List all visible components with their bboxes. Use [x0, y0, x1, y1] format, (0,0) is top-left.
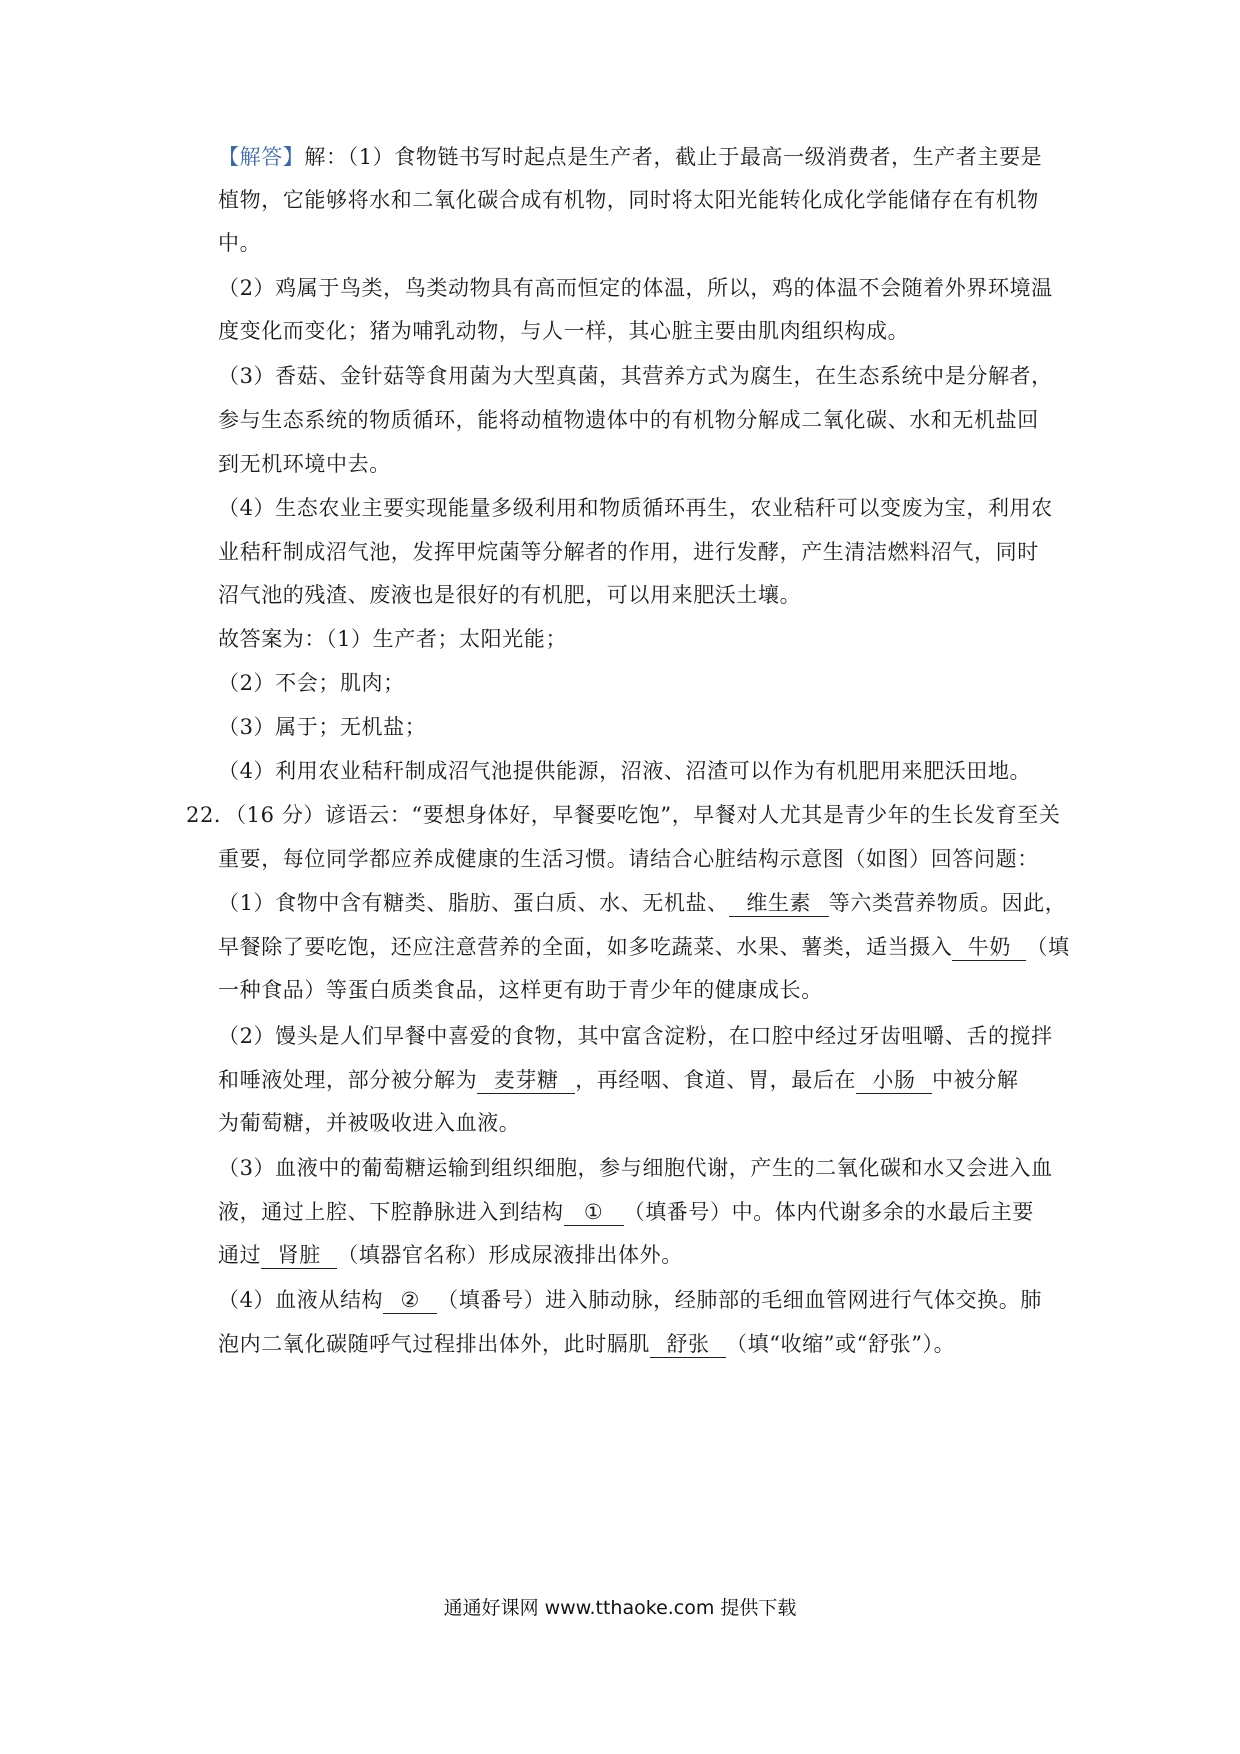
text-segment: 和唾液处理，部分被分解为 [218, 1068, 478, 1092]
answer-blank-nutrient: 维生素 [729, 890, 829, 917]
question-22-part-2-line-1: （2）馒头是人们早餐中喜爱的食物，其中富含淀粉，在口腔中经过牙齿咀嚼、舌的搅拌 [218, 1024, 1053, 1048]
question-22-part-3-line-2 [218, 1197, 1034, 1227]
text-segment: 中被分解 [932, 1068, 1019, 1092]
answer-paragraph-3-line-2: 参与生态系统的物质循环，能将动植物遗体中的有机物分解成二氧化碳、水和无机盐回 [218, 408, 1039, 432]
text-segment: ，再经咽、食道、胃，最后在 [575, 1068, 857, 1092]
answer-paragraph-1-line-1 [218, 142, 1042, 172]
answer-text: 解：（1）食物链书写时起点是生产者，截止于最高一级消费者，生产者主要是 [304, 145, 1043, 169]
answer-blank-food: 牛奶 [952, 934, 1026, 961]
question-22-part-1-line-3: 一种食品）等蛋白质类食品，这样更有助于青少年的健康成长。 [218, 978, 823, 1002]
answer-paragraph-3-line-1: （3）香菇、金针菇等食用菌为大型真菌，其营养方式为腐生，在生态系统中是分解者， [218, 364, 1053, 388]
final-answer-line-3: （3）属于；无机盐； [218, 715, 427, 739]
text-segment: 液，通过上腔、下腔静脉进入到结构 [218, 1200, 564, 1224]
answer-blank-structure-1: ① [564, 1199, 624, 1226]
final-answer-line-1: 故答案为：（1）生产者；太阳光能； [218, 627, 568, 651]
final-answer-line-2: （2）不会；肌肉； [218, 671, 405, 695]
answer-paragraph-4-line-2: 业秸秆制成沼气池，发挥甲烷菌等分解者的作用，进行发酵，产生清洁燃料沼气，同时 [218, 540, 1039, 564]
page-footer: 通通好课网 www.tthaoke.com 提供下载 [443, 1597, 797, 1619]
answer-paragraph-4-line-1: （4）生态农业主要实现能量多级利用和物质循环再生，农业秸秆可以变废为宝，利用农 [218, 496, 1053, 520]
text-segment: 早餐除了要吃饱，还应注意营养的全面，如多吃蔬菜、水果、薯类，适当摄入 [218, 935, 953, 959]
text-segment: （填器官名称）形成尿液排出体外。 [337, 1243, 683, 1267]
question-22-part-2-line-2 [218, 1065, 1018, 1095]
text-segment: 通过 [218, 1243, 262, 1267]
answer-paragraph-1-line-2: 植物，它能够将水和二氧化碳合成有机物，同时将太阳光能转化成化学能储存在有机物 [218, 188, 1039, 212]
text-segment: （4）血液从结构 [218, 1288, 384, 1312]
answer-tag: 【解答】 [218, 145, 305, 169]
question-22-part-4-line-1 [218, 1285, 1042, 1315]
question-22-part-2-line-3: 为葡萄糖，并被吸收进入血液。 [218, 1111, 521, 1135]
answer-paragraph-2-line-2: 度变化而变化；猪为哺乳动物，与人一样，其心脏主要由肌肉组织构成。 [218, 319, 910, 343]
text-segment: （填番号）中。体内代谢多余的水最后主要 [623, 1200, 1035, 1224]
answer-blank-kidney: 肾脏 [261, 1242, 337, 1269]
text-segment: 泡内二氧化碳随呼气过程排出体外，此时膈肌 [218, 1332, 650, 1356]
text-segment: （填番号）进入肺动脉，经肺部的毛细血管网进行气体交换。肺 [437, 1288, 1042, 1312]
question-22-part-4-line-2 [218, 1329, 955, 1359]
answer-paragraph-3-line-3: 到无机环境中去。 [218, 452, 391, 476]
text-segment: （1）食物中含有糖类、脂肪、蛋白质、水、无机盐、 [218, 891, 729, 915]
answer-paragraph-1-line-3: 中。 [218, 231, 262, 255]
answer-blank-maltose: 麦芽糖 [477, 1067, 575, 1094]
question-22-stem-line-2: 重要，每位同学都应养成健康的生活习惯。请结合心脏结构示意图（如图）回答问题： [218, 847, 1039, 871]
question-22-part-1-line-2 [218, 932, 1070, 962]
answer-blank-small-intestine: 小肠 [856, 1067, 932, 1094]
final-answer-line-4: （4）利用农业秸秆制成沼气池提供能源，沼液、沼渣可以作为有机肥用来肥沃田地。 [218, 759, 1032, 783]
text-segment: （填 [1026, 935, 1070, 959]
question-22-part-3-line-3 [218, 1240, 683, 1270]
answer-blank-diaphragm: 舒张 [650, 1331, 726, 1358]
text-segment: （填“收缩”或“舒张”）。 [726, 1332, 956, 1356]
answer-paragraph-2-line-1: （2）鸡属于鸟类，鸟类动物具有高而恒定的体温，所以，鸡的体温不会随着外界环境温 [218, 276, 1053, 300]
answer-blank-structure-2: ② [383, 1287, 437, 1314]
text-segment: 等六类营养物质。因此， [828, 891, 1067, 915]
question-22-stem-line-1: 22．（16 分）谚语云：“要想身体好，早餐要吃饱”，早餐对人尤其是青少年的生长发育至关 [186, 803, 1061, 827]
question-22-part-3-line-1: （3）血液中的葡萄糖运输到组织细胞，参与细胞代谢，产生的二氧化碳和水又会进入血 [218, 1156, 1053, 1180]
question-22-part-1-line-1 [218, 888, 1066, 918]
answer-paragraph-4-line-3: 沼气池的残渣、废液也是很好的有机肥，可以用来肥沃土壤。 [218, 583, 802, 607]
